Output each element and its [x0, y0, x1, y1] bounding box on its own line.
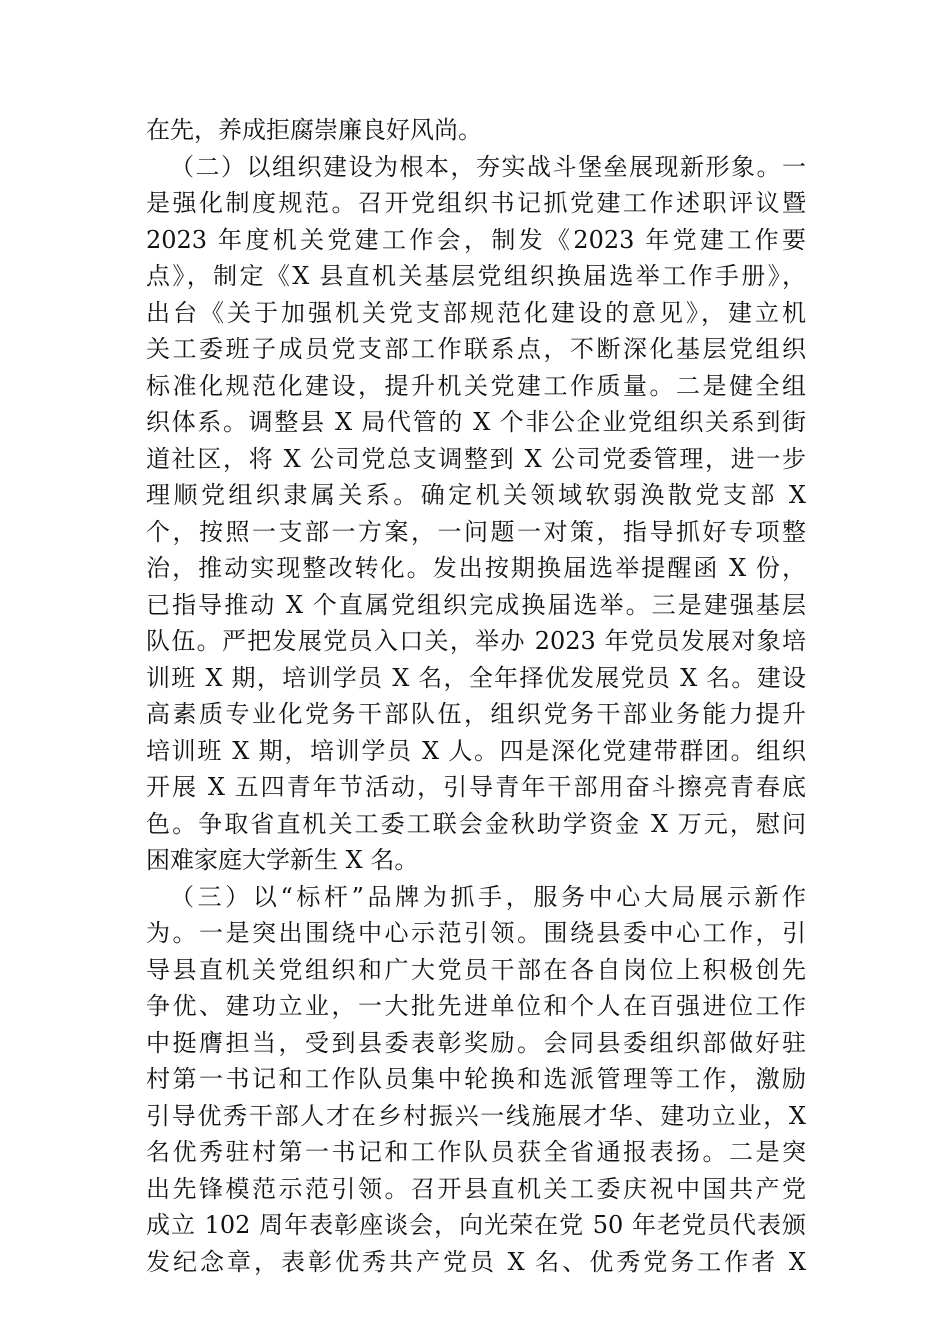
text-line: 名优秀驻村第一书记和工作队员获全省通报表扬。二是突 — [146, 1138, 806, 1166]
text-line: 出台《关于加强机关党支部规范化建设的意见》，建立机 — [146, 298, 806, 327]
text-line: 为。一是突出围绕中心示范引领。围绕县委中心工作，引 — [146, 919, 806, 947]
text-line: 2023 年度机关党建工作会，制发《2023 年党建工作要 — [146, 225, 806, 254]
paragraph-heading-line: （二）以组织建设为根本，夯实战斗堡垒展现新形象。一 — [170, 152, 806, 181]
text-line: 点》，制定《X 县直机关基层党组织换届选举工作手册》， — [146, 262, 806, 290]
text-line: 是强化制度规范。召开党组织书记抓党建工作述职评议暨 — [146, 189, 806, 217]
text-line: 在先，养成拒腐崇廉良好风尚。 — [146, 116, 482, 144]
text-line: 高素质专业化党务干部队伍，组织党务干部业务能力提升 — [146, 700, 806, 728]
text-line: 理顺党组织隶属关系。确定机关领域软弱涣散党支部 X — [146, 481, 806, 509]
text-line: 已指导推动 X 个直属党组织完成换届选举。三是建强基层 — [146, 590, 806, 619]
document-body — [146, 112, 806, 1280]
text-line: 中挺膺担当，受到县委表彰奖励。会同县委组织部做好驻 — [146, 1028, 806, 1057]
text-line: 色。争取省直机关工委工联会金秋助学资金 X 万元，慰问 — [146, 809, 806, 838]
text-line: 开展 X 五四青年节活动，引导青年干部用奋斗擦亮青春底 — [146, 773, 806, 801]
text-line: 织体系。调整县 X 局代管的 X 个非公企业党组织关系到街 — [146, 408, 806, 436]
text-line: 道社区，将 X 公司党总支调整到 X 公司党委管理，进一步 — [146, 444, 806, 473]
text-line: 发纪念章，表彰优秀共产党员 X 名、优秀党务工作者 X — [146, 1247, 806, 1276]
text-line: 标准化规范化建设，提升机关党建工作质量。二是健全组 — [146, 371, 806, 400]
text-line: 治，推动实现整改转化。发出按期换届选举提醒函 X 份， — [146, 554, 806, 582]
text-line: 出先锋模范示范引领。召开县直机关工委庆祝中国共产党 — [146, 1174, 806, 1203]
text-line: 争优、建功立业，一大批先进单位和个人在百强进位工作 — [146, 992, 806, 1020]
text-line: 关工委班子成员党支部工作联系点，不断深化基层党组织 — [146, 335, 806, 363]
paragraph-heading-line: （三）以“标杆”品牌为抓手，服务中心大局展示新作 — [170, 882, 806, 911]
text-line: 训班 X 期，培训学员 X 名，全年择优发展党员 X 名。建设 — [146, 663, 806, 692]
text-line: 个，按照一支部一方案，一问题一对策，指导抓好专项整 — [146, 517, 806, 546]
text-line: 导县直机关党组织和广大党员干部在各自岗位上积极创先 — [146, 955, 806, 984]
text-line: 培训班 X 期，培训学员 X 人。四是深化党建带群团。组织 — [146, 736, 806, 765]
text-line: 队伍。严把发展党员入口关，举办 2023 年党员发展对象培 — [146, 627, 806, 655]
text-line: 困难家庭大学新生 X 名。 — [146, 846, 419, 874]
text-line: 成立 102 周年表彰座谈会，向光荣在党 50 年老党员代表颁 — [146, 1211, 806, 1239]
text-line: 引导优秀干部人才在乡村振兴一线施展才华、建功立业，X — [146, 1101, 806, 1130]
text-line: 村第一书记和工作队员集中轮换和选派管理等工作，激励 — [146, 1065, 806, 1093]
